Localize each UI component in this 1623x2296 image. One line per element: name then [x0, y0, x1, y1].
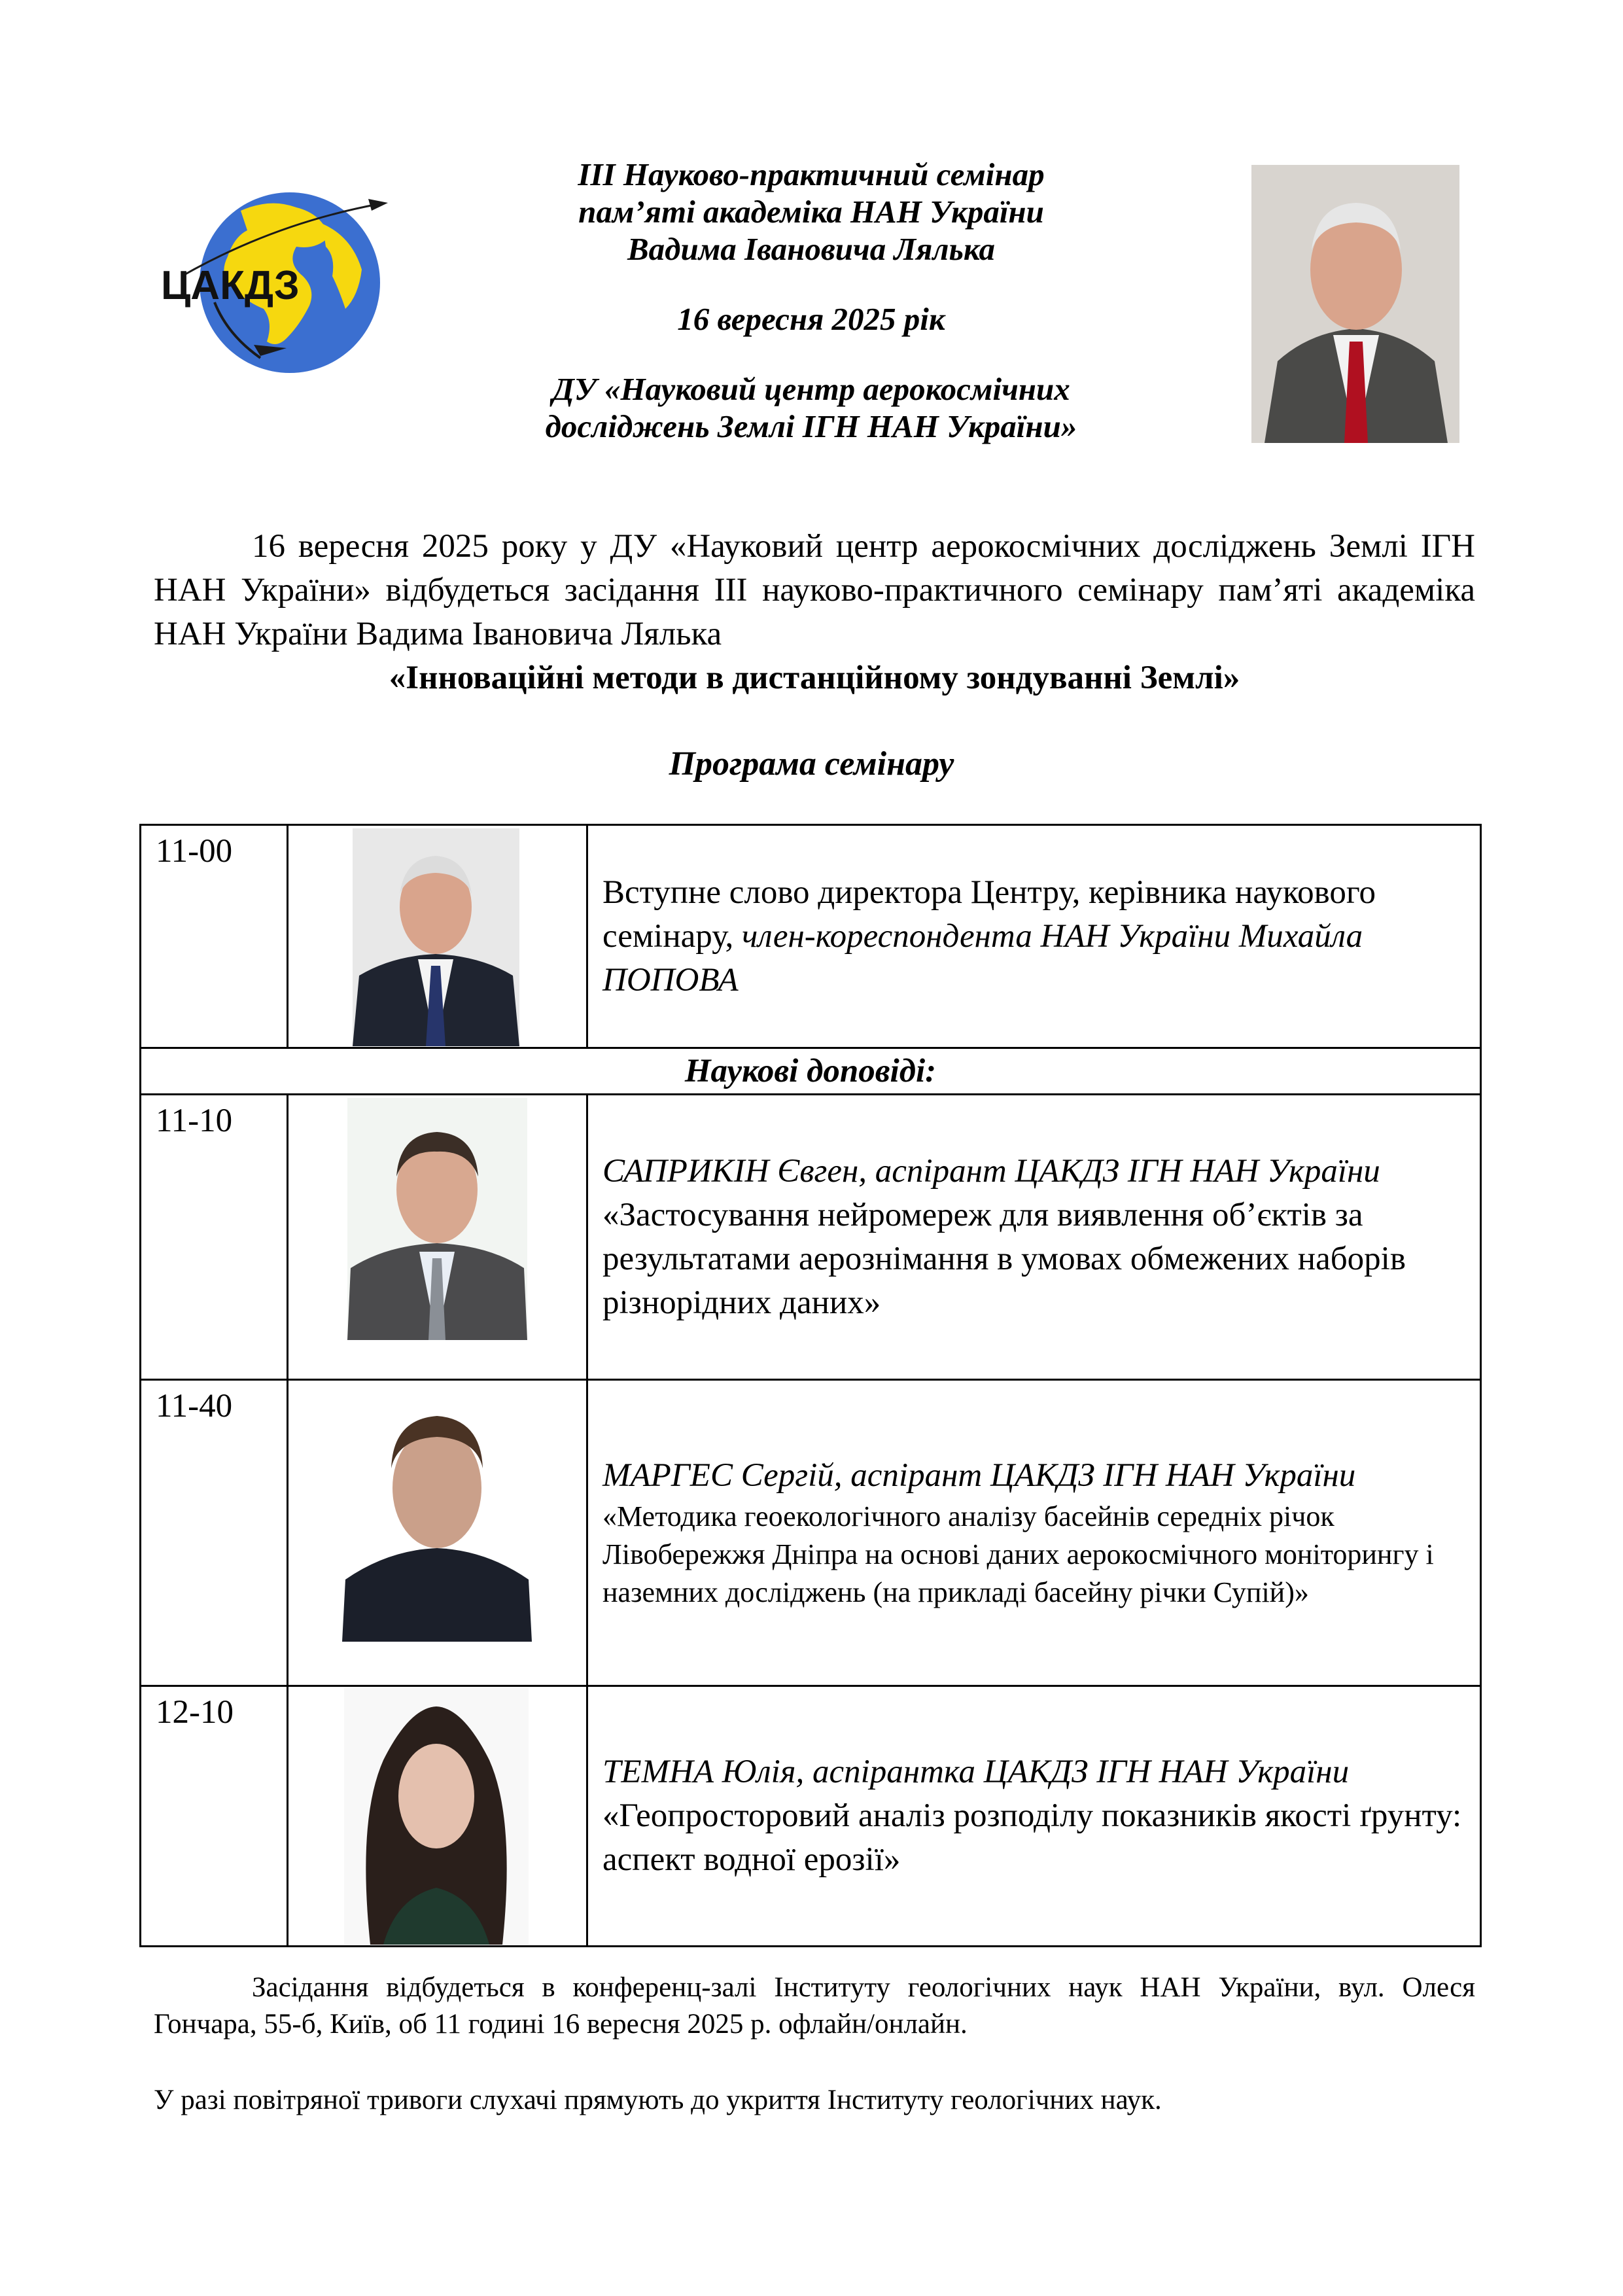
desc-cell — [587, 1380, 1481, 1686]
program-row-opening — [141, 825, 1481, 1048]
director-photo — [353, 828, 519, 1046]
header-org-2: досліджень Землі ІГН НАН України» — [545, 408, 1077, 444]
time-cell: 12-10 — [141, 1686, 288, 1947]
talk-title: «Застосування нейромереж для виявлення об’єктів за результатами аерознімання в умовах обмежених наборів різнорідних даних» — [602, 1196, 1406, 1321]
opening-speaker: член-кореспондента НАН України Михайла ПОПОВА — [602, 917, 1363, 998]
desc-cell — [587, 1095, 1481, 1380]
air-alert-text: У разі повітряної тривоги слухачі прямують до укриття Інституту геологічних наук. — [154, 2085, 1162, 2115]
photo-cell — [288, 1095, 587, 1380]
header-line-2: пам’яті академіка НАН України — [578, 194, 1044, 230]
header-line-3: Вадима Івановича Лялька — [627, 231, 996, 267]
program-row-talk-2 — [141, 1380, 1481, 1686]
time-cell: 11-10 — [141, 1095, 288, 1380]
talk-title: «Геопросторовий аналіз розподілу показників якості ґрунту: аспект водної ерозії» — [602, 1797, 1462, 1878]
intro — [154, 525, 1475, 700]
seminar-header — [432, 156, 1191, 445]
program-title: Програма семінару — [669, 745, 954, 783]
section-row — [141, 1048, 1481, 1095]
desc-cell — [587, 825, 1481, 1048]
time-cell: 11-00 — [141, 825, 288, 1048]
header-line-1: ІІІ Науково-практичний семінар — [578, 156, 1045, 192]
speaker-name: ТЕМНА Юлія, аспірантка ЦАКДЗ ІГН НАН України — [602, 1754, 1350, 1790]
cakdz-logo — [156, 185, 404, 374]
photo-cell — [288, 1380, 587, 1686]
header-date: 16 вересня 2025 рік — [677, 301, 945, 337]
photo-cell — [288, 825, 587, 1048]
time-cell: 11-40 — [141, 1380, 288, 1686]
program-row-talk-3 — [141, 1686, 1481, 1947]
photo-cell — [288, 1686, 587, 1947]
intro-text: 16 вересня 2025 року у ДУ «Науковий центр аерокосмічних досліджень Землі ІГН НАН України» відбудеться засідання ІІІ науково-практичного семінару пам’яті академіка НАН України Вадима Івановича Лялька — [154, 528, 1475, 652]
footer — [154, 1969, 1475, 2119]
desc-cell — [587, 1686, 1481, 1947]
section-label: Наукові доповіді: — [141, 1048, 1481, 1095]
talk-title: «Методика геоекологічного аналізу басейнів середніх річок Лівобережжя Дніпра на основі даних аерокосмічного моніторингу і наземних досліджень (на прикладі басейну річки Супій)» — [602, 1500, 1434, 1608]
speaker-photo — [342, 1383, 532, 1642]
seminar-topic: «Інноваційні методи в дистанційному зондуванні Землі» — [389, 660, 1240, 696]
logo-text: ЦАКДЗ — [161, 263, 300, 308]
speaker-name: МАРГЕС Сергій, аспірант ЦАКДЗ ІГН НАН України — [602, 1457, 1356, 1494]
speaker-name: САПРИКІН Євген, аспірант ЦАКДЗ ІГН НАН України — [602, 1152, 1380, 1190]
speaker-photo — [344, 1688, 529, 1945]
opening-text: Вступне слово директора Центру, керівника наукового семінару, — [602, 874, 1376, 955]
speaker-photo — [347, 1098, 527, 1340]
academician-portrait — [1251, 165, 1459, 443]
venue-text: Засідання відбудеться в конференц-залі Інституту геологічних наук НАН України, вул. Олеся Гончара, 55-б, Київ, об 11 годині 16 вересня 2025 р. офлайн/онлайн. — [154, 1972, 1475, 2040]
program-row-talk-1 — [141, 1095, 1481, 1380]
program-table — [139, 824, 1482, 1947]
header-org-1: ДУ «Науковий центр аерокосмічних — [552, 371, 1070, 407]
